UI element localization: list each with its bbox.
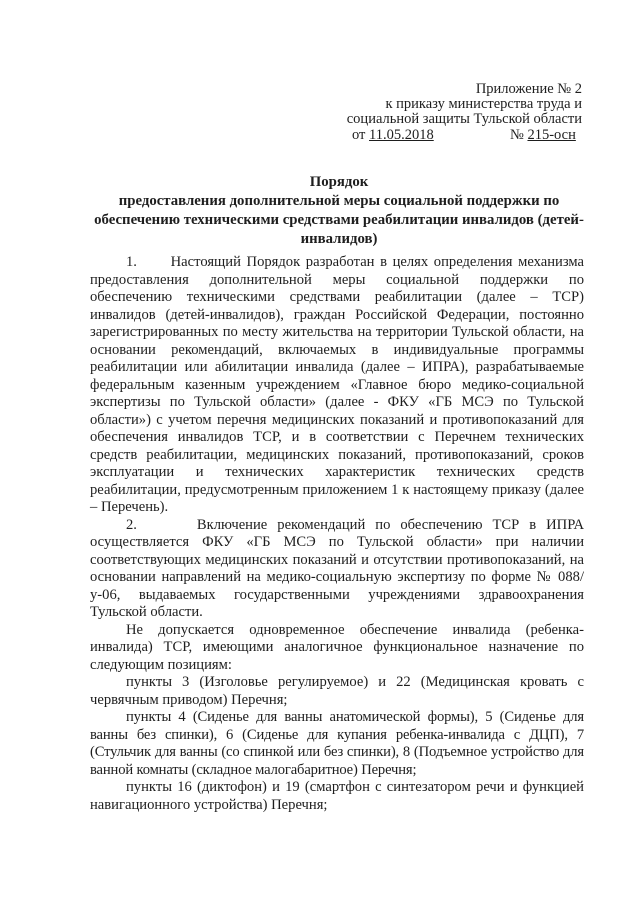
title-line-1: Порядок	[309, 174, 369, 190]
paragraph-3: Не допускается одновременное обеспечение инвалида (ребенка-инвалида) ТСР, имеющими аналогичное функциональное назначение по следующим позициям:	[90, 621, 584, 673]
title-line-3: обеспечению техническими средствами реабилитации инвалидов (детей-	[94, 212, 584, 228]
document-title	[78, 173, 600, 249]
paragraph-6: пункты 16 (диктофон) и 19 (смартфон с синтезатором речи и функцией навигационного устройства) Перечня;	[90, 779, 584, 813]
order-date-value: 11.05.2018	[369, 127, 434, 143]
order-number: № 215-осн	[510, 127, 576, 143]
appendix-title: Приложение № 2	[475, 81, 582, 97]
document-body	[90, 254, 584, 814]
title-line-2: предоставления дополнительной меры социальной поддержки по	[118, 193, 560, 209]
title-line-4: инвалидов)	[300, 231, 378, 247]
paragraph-4: пункты 3 (Изголовье регулируемое) и 22 (Медицинская кровать с червячным приводом) Перечня;	[90, 674, 584, 708]
order-date-number	[352, 127, 582, 145]
paragraph-1: 1. Настоящий Порядок разработан в целях определения механизма предоставления дополнительной меры социальной поддержки по обеспечению техническими средствами реабилитации (далее – ТСР) инвалидов (детей-инвалидов), граждан Российской Федерации, постоянно зарегистрированных по месту жительства на территории Тульской области, на основании рекомендаций, включаемых в индивидуальные программы реабилитации или абилитации инвалида (далее – ИПРА), разрабатываемые федеральным казенным учреждением «Главное бюро медико-социальной экспертизы по Тульской области» (далее - ФКУ «ГБ МСЭ по Тульской области») с учетом перечня медицинских показаний и противопоказаний для обеспечения инвалидов ТСР, и в соответствии с Перечнем технических средств реабилитации, медицинских показаний, противопоказаний, сроков эксплуатации и технических характеристик технических средств реабилитации, предусмотренным приложением 1 к настоящему приказу (далее – Перечень).	[90, 254, 584, 515]
appendix-ministry: социальной защиты Тульской области	[346, 111, 582, 127]
paragraph-2: 2. Включение рекомендаций по обеспечению ТСР в ИПРА осуществляется ФКУ «ГБ МСЭ по Тульской области» при наличии соответствующих медицинских показаний и отсутствии противопоказаний, на основании направлений на медико-социальную экспертизу по форме № 088/у-06, выдаваемых государственными учреждениями здравоохранения Тульской области.	[90, 516, 584, 620]
order-date: от 11.05.2018	[352, 127, 434, 143]
paragraph-5: пункты 4 (Сиденье для ванны анатомической формы), 5 (Сиденье для ванны без спинки), 6 (Сиденье для купания ребенка-инвалида с ДЦП), 7 (Стульчик для ванны (со спинкой или без спинки), 8 (Подъемное устройство для ванной комнаты (складное малогабаритное) Перечня;	[90, 709, 584, 778]
appendix-order-ref: к приказу министерства труда и	[385, 96, 582, 112]
order-number-value: 215-осн	[527, 127, 576, 143]
appendix-header	[282, 82, 582, 127]
